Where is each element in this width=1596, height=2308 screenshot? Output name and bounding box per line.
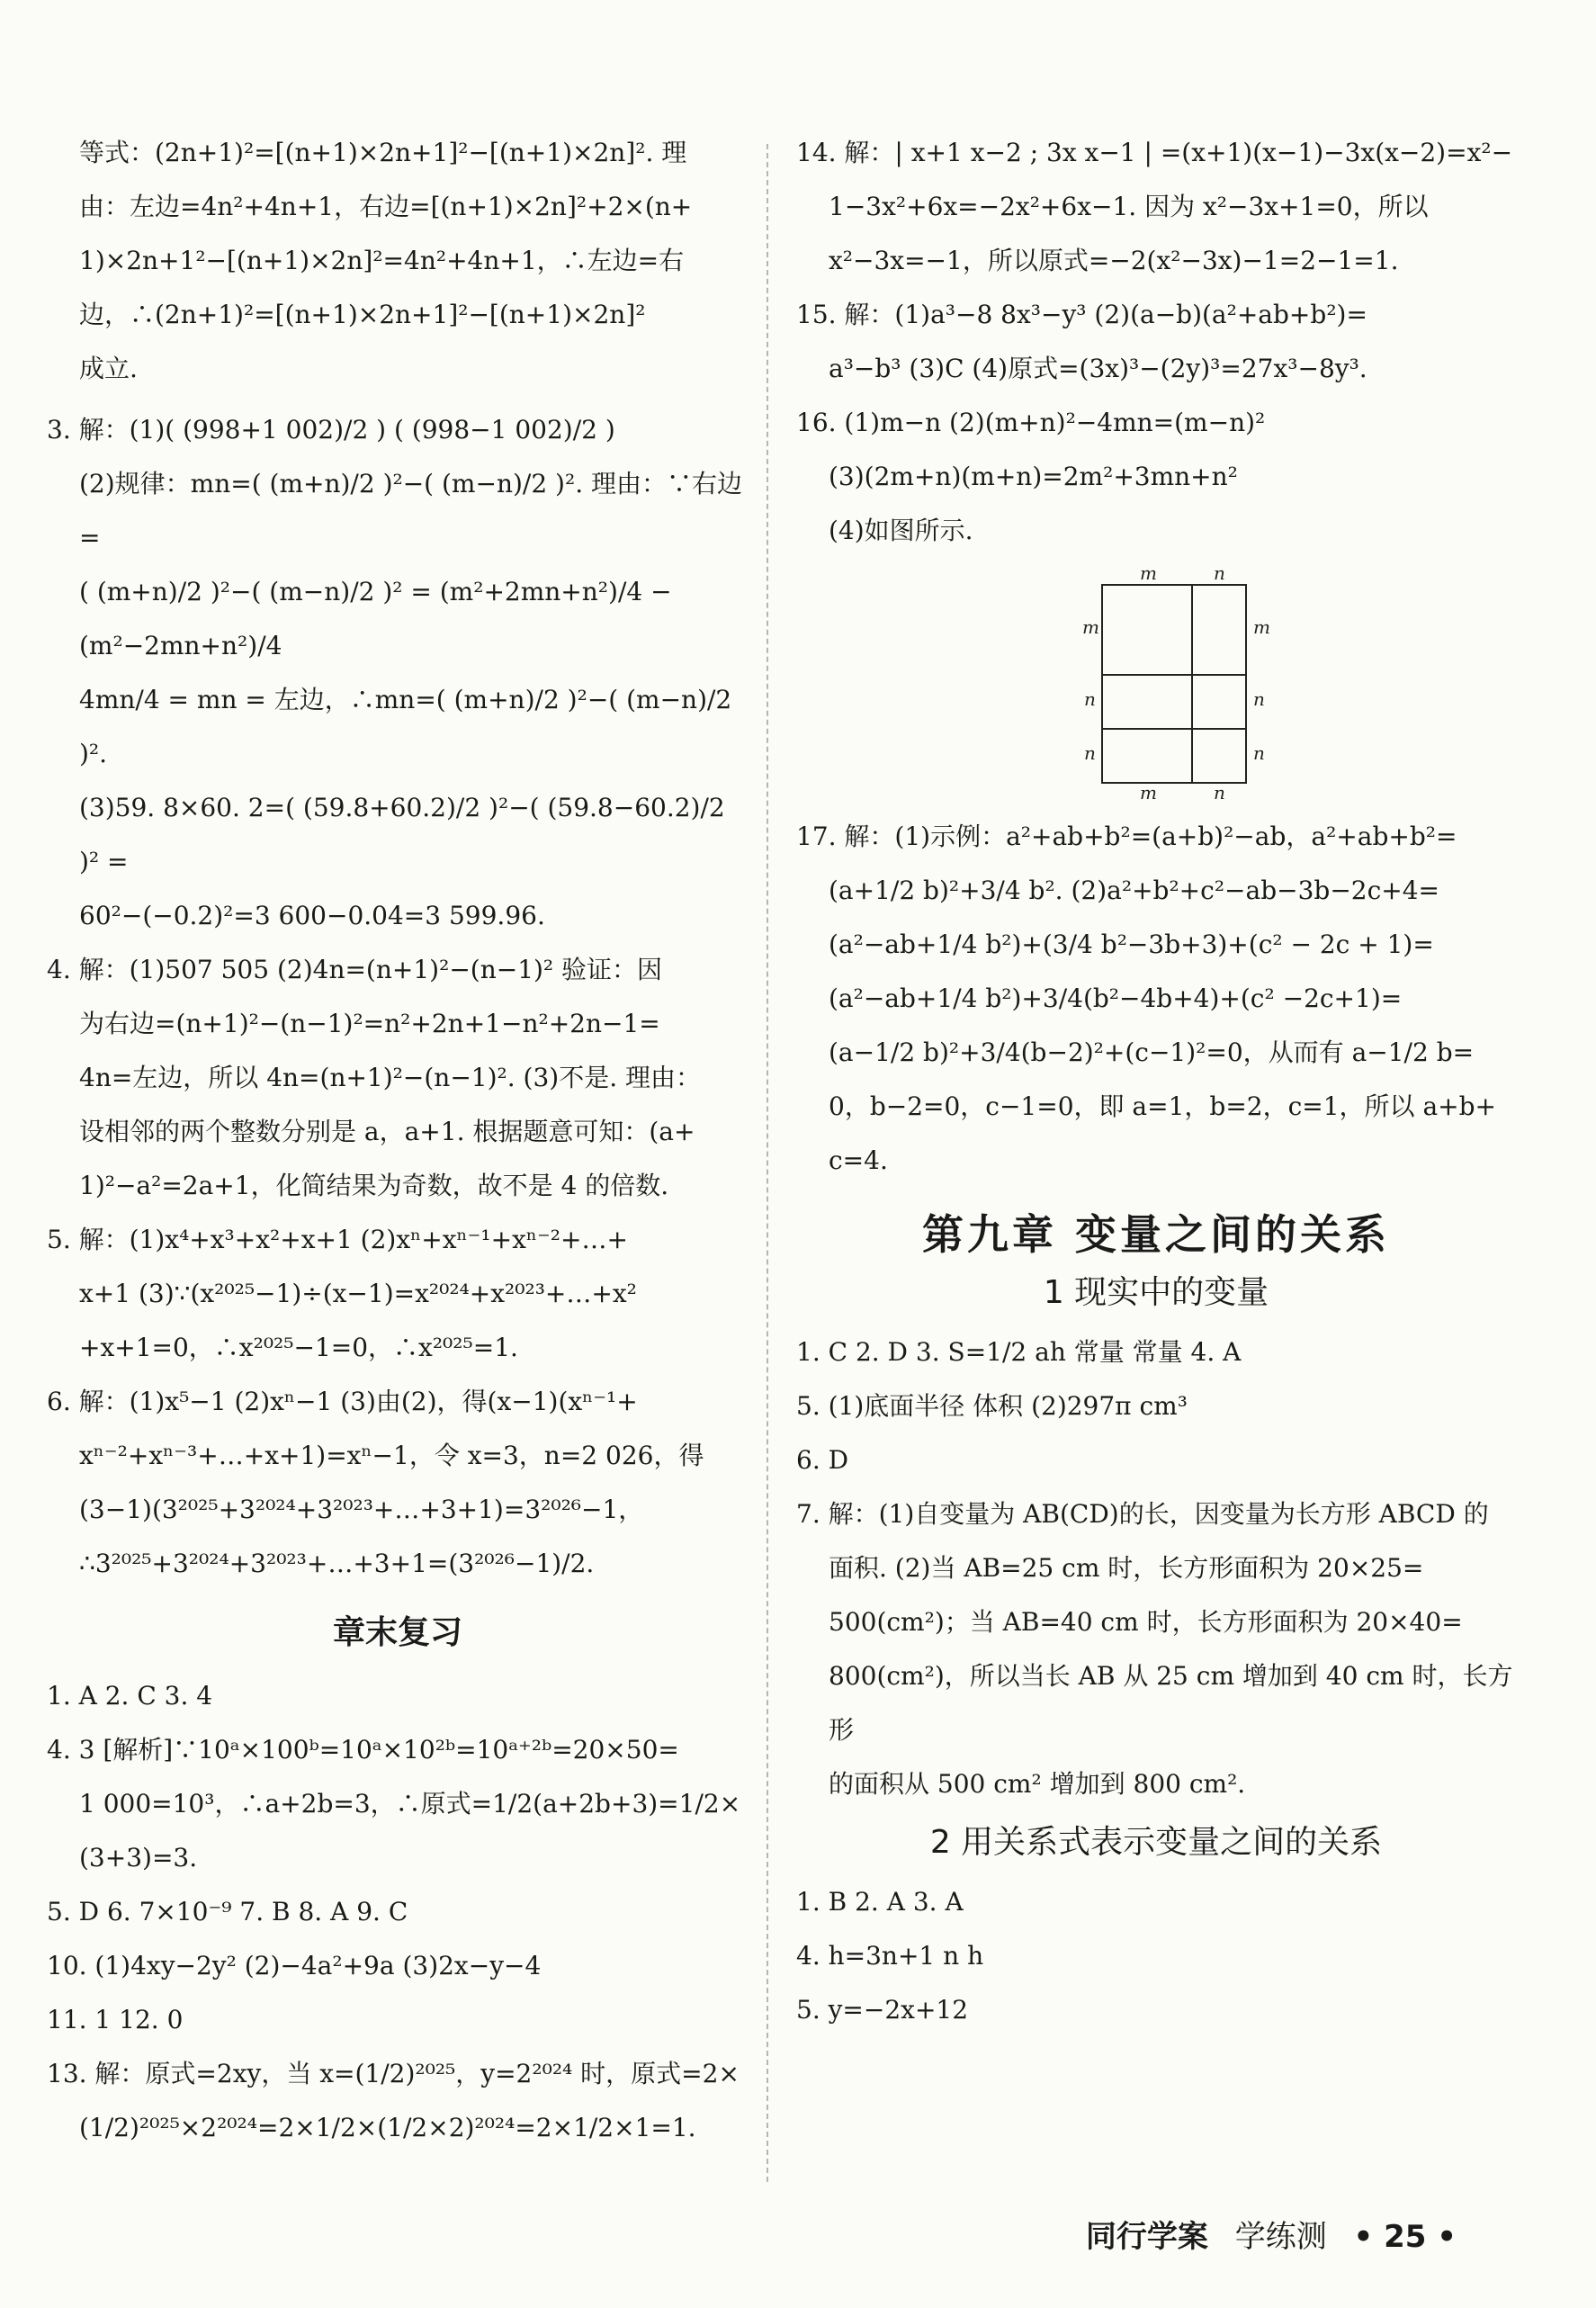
text-line: 4mn/4 = mn = 左边，∴mn=( (m+n)/2 )²−( (m−n)/2 )². [79, 685, 732, 768]
text-line: 7. 解：(1)自变量为 AB(CD)的长，因变量为长方形 ABCD 的 [796, 1499, 1489, 1529]
text-line: 5. (1)底面半径 体积 (2)297π cm³ [796, 1391, 1188, 1421]
text-line: 15. 解：(1)a³−8 8x³−y³ (2)(a−b)(a²+ab+b²)= [796, 300, 1367, 329]
text-line: 0，b−2=0，c−1=0，即 a=1，b=2，c=1，所以 a+b+ [829, 1091, 1496, 1121]
text-line: (3+3)=3. [79, 1843, 198, 1872]
text-line: c=4. [829, 1145, 888, 1175]
answer-17 [796, 810, 1516, 1188]
review-title: 章末复习 [332, 1614, 462, 1651]
text-line: (3)(2m+n)(m+n)=2m²+3mn+n² [829, 462, 1238, 491]
label-m-top: m [1140, 567, 1157, 584]
text-line: 4. h=3n+1 n h [796, 1941, 984, 1971]
text-line: 4. 解：(1)507 505 (2)4n=(n+1)²−(n−1)² 验证：因 [47, 955, 663, 984]
brand-name: 同行学案 [1085, 2219, 1208, 2255]
answer-15 [796, 288, 1516, 396]
text-line: 10. (1)4xy−2y² (2)−4a²+9a (3)2x−y−4 [47, 1951, 542, 1980]
text-line: (3)59. 8×60. 2=( (59.8+60.2)/2 )²−( (59.8−60.2)/2 )² = [79, 793, 725, 876]
text-line: (a²−ab+1/4 b²)+3/4(b²−4b+4)+(c² −2c+1)= [829, 983, 1403, 1013]
chapter-title: 第九章 变量之间的关系 [921, 1210, 1390, 1259]
answer-3 [47, 403, 749, 943]
text-line: 的面积从 500 cm² 增加到 800 cm². [829, 1769, 1246, 1799]
label-n-right-2: n [1253, 742, 1265, 764]
label-n-left: n [1084, 688, 1096, 710]
text-line: 4n=左边，所以 4n=(n+1)²−(n−1)². (3)不是. 理由： [79, 1063, 702, 1092]
label-m-right: m [1253, 616, 1270, 638]
text-line: (a²−ab+1/4 b²)+(3/4 b²−3b+3)+(c² − 2c + 1)= [829, 929, 1434, 959]
text-line: 6. D [796, 1445, 849, 1475]
text-line: 6. 解：(1)x⁵−1 (2)xⁿ−1 (3)由(2)，得(x−1)(xⁿ⁻¹+ [47, 1387, 638, 1416]
text-line: 成立. [79, 354, 138, 383]
label-n-left-2: n [1084, 742, 1096, 764]
label-m-left: m [1082, 616, 1099, 638]
left-column [47, 126, 749, 2155]
text-line: 5. D 6. 7×10⁻⁹ 7. B 8. A 9. C [47, 1897, 408, 1926]
lesson-2-title: 2 用关系式表示变量之间的关系 [929, 1824, 1383, 1861]
text-line: 由：左边=4n²+4n+1，右边=[(n+1)×2n]²+2×(n+ [79, 192, 693, 221]
text-line: ( (m+n)/2 )²−( (m−n)/2 )² = (m²+2mn+n²)/4 − (m²−2mn+n²)/4 [79, 577, 672, 660]
text-line: 1 000=10³，∴a+2b=3，∴原式=1/2(a+2b+3)=1/2× [79, 1789, 741, 1819]
lesson-1-title: 1 现实中的变量 [1043, 1274, 1269, 1311]
text-line: +x+1=0，∴x²⁰²⁵−1=0，∴x²⁰²⁵=1. [79, 1333, 518, 1362]
figure-outer-rect [1102, 585, 1246, 783]
text-line: 60²−(−0.2)²=3 600−0.04=3 599.96. [79, 901, 545, 930]
text-line: (1/2)²⁰²⁵×2²⁰²⁴=2×1/2×(1/2×2)²⁰²⁴=2×1/2×1=1. [79, 2113, 696, 2142]
text-line: 等式：(2n+1)²=[(n+1)×2n+1]²−[(n+1)×2n]². 理 [79, 138, 687, 167]
text-line: 500(cm²)；当 AB=40 cm 时，长方形面积为 20×40= [829, 1607, 1463, 1637]
text-line: 4. 3 [解析]∵10ᵃ×100ᵇ=10ᵃ×10²ᵇ=10ᵃ⁺²ᵇ=20×50= [47, 1735, 679, 1765]
text-line: (a+1/2 b)²+3/4 b². (2)a²+b²+c²−ab−3b−2c+4= [829, 876, 1440, 905]
answer-6 [47, 1375, 749, 1591]
column-divider [767, 144, 768, 2182]
text-line: (3−1)(3²⁰²⁵+3²⁰²⁴+3²⁰²³+…+3+1)=3²⁰²⁶−1， [79, 1495, 644, 1524]
series-name: 学练测 [1234, 2219, 1327, 2255]
text-line: 14. 解：| x+1 x−2 ; 3x x−1 | =(x+1)(x−1)−3x(x−2)=x²− [796, 138, 1513, 167]
page-footer [1070, 2212, 1457, 2256]
text-line: 3. 解：(1)( (998+1 002)/2 ) ( (998−1 002)/2 ) [47, 415, 615, 445]
text-line: a³−b³ (3)C (4)原式=(3x)³−(2y)³=27x³−8y³. [829, 354, 1367, 383]
page-number: • 25 • [1353, 2219, 1457, 2255]
lesson-1-answers [796, 1325, 1516, 1811]
text-line: 设相邻的两个整数分别是 a，a+1. 根据题意可知：(a+ [79, 1117, 695, 1146]
text-line: (2)规律：mn=( (m+n)/2 )²−( (m−n)/2 )². 理由：∵右边= [79, 469, 742, 552]
text-line: 面积. (2)当 AB=25 cm 时，长方形面积为 20×25= [829, 1553, 1424, 1583]
text-line: 1. C 2. D 3. S=1/2 ah 常量 常量 4. A [796, 1337, 1242, 1367]
text-line: 5. y=−2x+12 [796, 1995, 969, 2025]
label-n-bottom: n [1214, 782, 1225, 801]
answer-16 [796, 396, 1516, 558]
text-line: 1−3x²+6x=−2x²+6x−1. 因为 x²−3x+1=0，所以 [829, 192, 1429, 221]
text-line: 为右边=(n+1)²−(n−1)²=n²+2n+1−n²+2n−1= [79, 1009, 660, 1038]
label-m-bottom: m [1140, 782, 1157, 801]
text-line: x²−3x=−1，所以原式=−2(x²−3x)−1=2−1=1. [829, 246, 1399, 275]
answer-14 [796, 126, 1516, 288]
right-column [796, 126, 1516, 2037]
text-line: 1)²−a²=2a+1，化简结果为奇数，故不是 4 的倍数. [79, 1171, 669, 1200]
text-line: 1. A 2. C 3. 4 [47, 1681, 213, 1711]
text-line: 1)×2n+1²−[(n+1)×2n]²=4n²+4n+1，∴左边=右 [79, 246, 685, 275]
text-line: (4)如图所示. [829, 516, 973, 545]
review-answers [47, 1669, 749, 2155]
text-line: 16. (1)m−n (2)(m+n)²−4mn=(m−n)² [796, 408, 1266, 437]
label-n-top: n [1214, 567, 1225, 584]
text-line: 11. 1 12. 0 [47, 2005, 184, 2034]
text-line: x+1 (3)∵(x²⁰²⁵−1)÷(x−1)=x²⁰²⁴+x²⁰²³+…+x² [79, 1279, 637, 1308]
label-n-right: n [1253, 688, 1265, 710]
text-line: 边，∴(2n+1)²=[(n+1)×2n+1]²−[(n+1)×2n]² [79, 300, 646, 329]
answer-5 [47, 1213, 749, 1375]
text-line: (a−1/2 b)²+3/4(b−2)²+(c−1)²=0，从而有 a−1/2 b= [829, 1037, 1475, 1067]
rectangle-figure [1066, 567, 1282, 801]
text-line: 17. 解：(1)示例：a²+ab+b²=(a+b)²−ab，a²+ab+b²= [796, 822, 1457, 851]
text-line: 800(cm²)，所以当长 AB 从 25 cm 增加到 40 cm 时，长方形 [829, 1661, 1513, 1745]
text-line: ∴3²⁰²⁵+3²⁰²⁴+3²⁰²³+…+3+1=(3²⁰²⁶−1)/2. [79, 1549, 595, 1578]
text-line: 5. 解：(1)x⁴+x³+x²+x+1 (2)xⁿ+xⁿ⁻¹+xⁿ⁻²+…+ [47, 1225, 628, 1254]
text-line: 1. B 2. A 3. A [796, 1887, 964, 1917]
answer-4 [47, 943, 749, 1213]
text-line: xⁿ⁻²+xⁿ⁻³+…+x+1)=xⁿ−1，令 x=3，n=2 026，得 [79, 1441, 704, 1470]
answer-2-continued [47, 126, 749, 396]
lesson-2-answers [796, 1875, 1516, 2037]
text-line: 13. 解：原式=2xy，当 x=(1/2)²⁰²⁵，y=2²⁰²⁴ 时，原式=2× [47, 2059, 740, 2088]
